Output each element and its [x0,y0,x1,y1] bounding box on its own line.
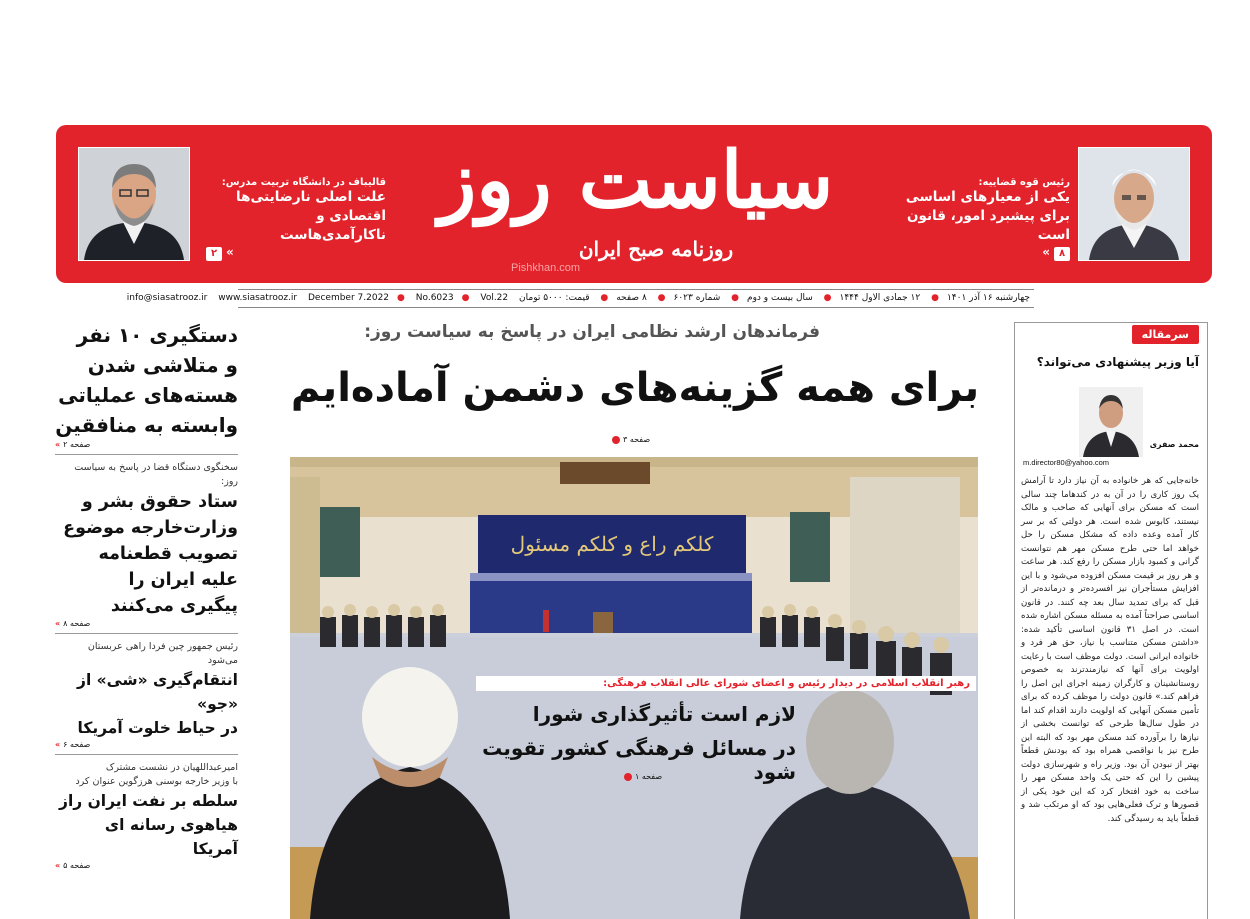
story-headline-line: ستاد حقوق بشر و [81,492,238,512]
left-teaser-portrait [78,147,190,261]
story-kicker: سخنگوی دستگاه قضا در پاسخ به سیاست روز: [74,462,238,487]
right-teaser-portrait [1078,147,1190,261]
main-headline[interactable]: برای همه گزینه‌های دشمن آماده‌ایم [290,365,980,411]
wall-banner-text: کلکم راع و کلکم مسئول [510,532,714,556]
portrait-image [1079,148,1189,260]
email-link[interactable]: info@siasatrooz.ir [126,293,208,303]
newspaper-logo[interactable]: سیاست روز [438,135,834,226]
story-oil[interactable] [55,761,238,870]
left-teaser-line-1: علت اصلی نارضایتی‌ها [236,189,386,205]
page-count: ۸ صفحه [616,293,647,303]
separator-dot-icon: ● [397,293,405,303]
story-kicker: امیرعبداللهیان در نشست مشترک [105,762,238,773]
story-headline-line: در حیاط خلوت آمریکا [77,719,238,737]
story-headline-line: پیگیری می‌کنند [110,596,238,616]
separator-dot-icon: ● [461,293,470,303]
right-teaser-line-2: برای پیشبرد امور، قانون است [906,208,1070,243]
editorial-author-email[interactable]: m.director80@yahoo.com [1023,458,1109,467]
editorial-author: محمد صفری [1149,440,1199,449]
story-china[interactable] [55,640,238,749]
story-page-tag[interactable]: « صفحه ۸ [55,619,238,628]
separator-dot-icon: ● [600,293,609,303]
left-teaser-kicker: قالیباف در دانشگاه تربیت مدرس: [221,177,386,188]
right-teaser-page-badge[interactable]: ۸ [1054,247,1070,261]
volume-latin: Vol.22 [480,293,509,303]
issue-number-latin: No.6023 [415,293,454,303]
separator-dot-icon: ● [731,293,740,303]
issue-date-gregorian: December 7.2022 [308,293,390,303]
right-teaser-line-1: یکی از معیارهای اساسی [905,189,1070,205]
separator-dot-icon: ● [931,293,939,303]
right-teaser[interactable] [900,177,1070,245]
separator-dot-icon: ● [823,293,832,303]
author-photo [1079,387,1143,457]
masthead [56,125,1212,283]
story-headline-line: و متلاشی شدن [87,353,238,377]
double-chevron-icon: » [1042,245,1050,259]
issue-year: سال بیست و دوم [747,293,813,303]
story-headline-line: وابسته به منافقین [55,413,238,437]
story-headline-line: هسته‌های عملیاتی [58,383,238,407]
story-headline-line: انتقام‌گیری «شی» از «جو» [77,671,238,713]
editorial-title[interactable]: آیا وزیر پیشنهادی می‌تواند؟ [1036,355,1199,369]
divider [55,754,238,755]
story-page-tag[interactable]: « صفحه ۶ [55,740,238,749]
left-teaser-page-badge[interactable]: ۲ [206,247,222,261]
separator-dot-icon: ● [657,293,666,303]
website-link[interactable]: www.siasatrooz.ir [218,293,298,303]
story-page-tag[interactable]: « صفحه ۲ [55,440,238,449]
double-chevron-icon: » [226,245,234,259]
divider [55,454,238,455]
photo-caption-page-tag[interactable]: صفحه ۱ [624,772,662,781]
right-teaser-kicker: رئیس قوه قضاییه: [978,177,1070,188]
newspaper-subtitle: روزنامه صبح ایران [578,237,734,261]
story-headline-line: تصویب قطعنامه [98,544,238,564]
editorial-column [1014,322,1208,919]
story-arrests[interactable] [55,320,238,449]
left-teaser-line-2: اقتصادی و ناکارآمدی‌هاست [280,208,386,243]
issue-date-persian: چهارشنبه ۱۶ آذر ۱۴۰۱ [946,293,1030,303]
watermark: Pishkhan.com [511,262,581,274]
photo-caption-line-1[interactable]: لازم است تأثیرگذاری شورا [532,702,796,726]
story-human-rights[interactable] [55,461,238,628]
story-page-tag[interactable]: « صفحه ۵ [55,861,238,870]
story-kicker: با وزیر خارجه بوسنی هرزگوین عنوان کرد [75,776,238,787]
divider [55,633,238,634]
photo-caption-kicker: رهبر انقلاب اسلامی در دیدار رئیس و اعضای شورای عالی انقلاب فرهنگی: [476,676,976,691]
editorial-body: خانه‌جایی که هر خانواده به آن نیاز دارد تا آرامش یک روز کاری را در آن به در کندهاما چند سالی است که مسکن برای آنهایی که صاحب و مالک نیستند، کابوس شده است. هر دولتی که بر سر کار آمده وعده داده که مشکل مسکن را حل خواهد اما حتی طرح مسکن مهر هم نتوانست گرانی و کمبود بازار مسکن را رفع کند. هر ساعت و هر روز بر قیمت مسکن افزوده می‌شود و با این افزایش مستأجران نیز افسرده‌تر و درمانده‌تر از قبل که برای تمدید سال بعد چه کنند. در قانون اساسی صراحتاً آمده به مسئله مسکن اشاره شده است. در اصل ۳۱ قانون اساسی تأکید شده: «داشتن مسکن متناسب با نیاز، حق هر فرد و خانواده ایرانی است. دولت موظف است با رعایت اولویت برای آنها که نیازمندترند به خصوص روستانشینان و کارگران زمینه اجرای این اصل را فراهم کند.» قانون دولت را موظف کرده که برای تأمین مسکن آنهایی که اولویت دارند اقدام کند اما در طول سال‌ها طرحی که توانست بخشی از نیازها را برآورده کند مسکن مهر بود که البته این طرح نیز با نواقصی همراه بود که بودنش قطعاً بهتر از نبودن آن بود. وزیر راه و شهرسازی دولت پیشین را این که حتی یک واحد مسکن مهر را ساخت به خود افتخار کرد که این خود یکی از قصورها و ترک فعلی‌هایی بود که او مرتکب شد و قطعاً باید به رسیدگی کند. [1021,476,1199,824]
issue-info-bar [126,289,1034,308]
story-headline-line: وزارت‌خارجه موضوع [63,518,238,538]
portrait-image [79,148,189,260]
story-headline-line: دستگیری ۱۰ نفر [76,323,238,347]
story-headline-line: هیاهوی رسانه ای آمریکا [104,816,238,858]
main-kicker: فرماندهان ارشد نظامی ایران در پاسخ به سیاست روز: [364,322,820,342]
story-kicker: رئیس جمهور چین فردا راهی عربستان می‌شود [87,641,238,666]
author-portrait [1079,387,1143,457]
story-headline-line: علیه ایران را [128,570,238,590]
price: قیمت: ۵۰۰۰ تومان [519,293,590,303]
headline-page-tag[interactable]: صفحه ۳ [612,435,650,444]
left-teaser[interactable] [206,177,386,245]
photo-caption-line-2[interactable]: در مسائل فرهنگی کشور تقویت شود [482,736,796,784]
story-headline-line: سلطه بر نفت ایران راز [59,792,238,810]
issue-date-lunar: ۱۲ جمادی الاول ۱۴۴۴ [839,293,921,303]
editorial-label: سرمقاله [1132,325,1199,344]
left-column [55,320,238,919]
issue-number: شماره ۶۰۲۳ [673,293,721,303]
